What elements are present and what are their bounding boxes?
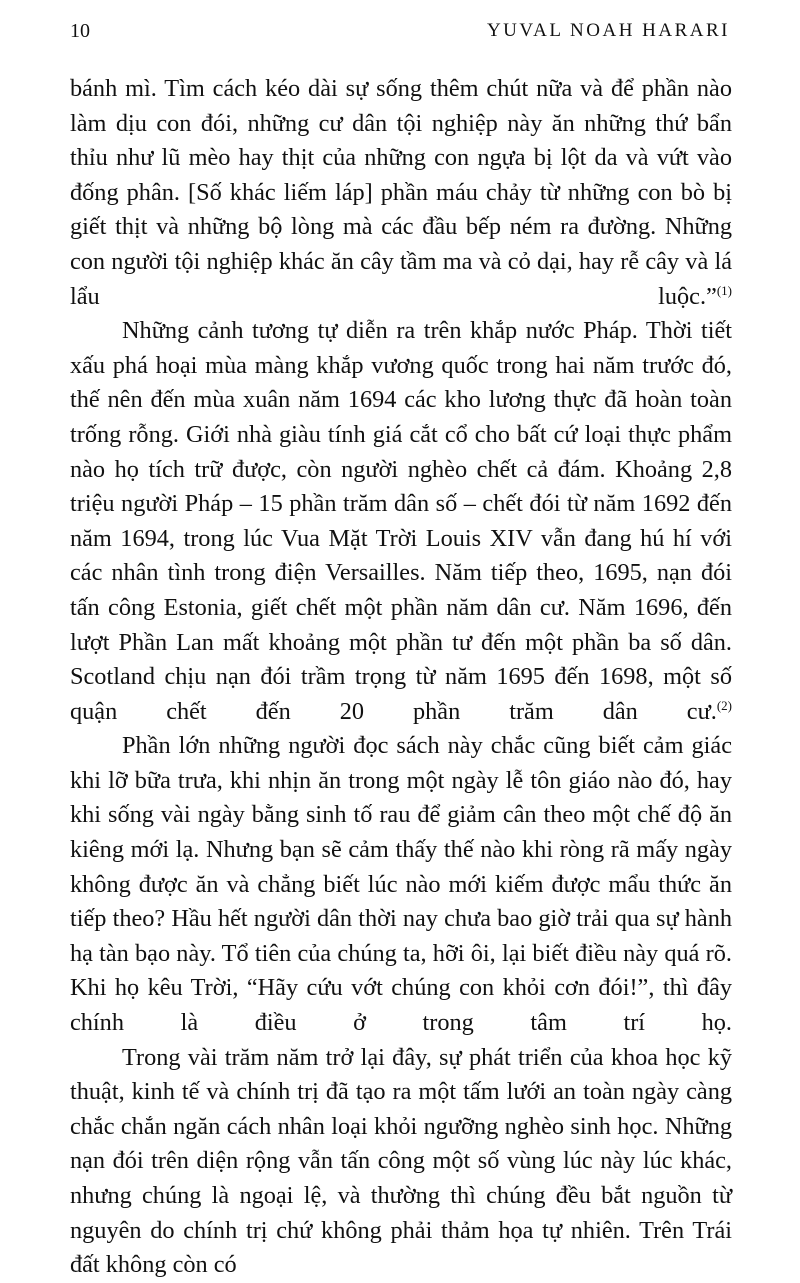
paragraph-text: Những cảnh tương tự diễn ra trên khắp nước Pháp. Thời tiết xấu phá hoại mùa màng khắp vương quốc trong hai năm trước đó, thế nên đến mùa xuân năm 1694 các kho lương thực đã hoàn toàn trống rỗng. Giới nhà giàu tính giá cắt cổ cho bất cứ loại thực phẩm nào họ tích trữ được, còn người nghèo chết cả đám. Khoảng 2,8 triệu người Pháp – 15 phần trăm dân số – chết đói từ năm 1692 đến năm 1694, trong lúc Vua Mặt Trời Louis XIV vẫn đang hú hí với các nhân tình trong điện Versailles. Năm tiếp theo, 1695, nạn đói tấn công Estonia, giết chết một phần năm dân cư. Năm 1696, đến lượt Phần Lan mất khoảng một phần tư đến một phần ba số dân. Scotland chịu nạn đói trầm trọng từ năm 1695 đến 1698, một số quận chết đến 20 phần trăm dân cư. [70, 317, 732, 725]
paragraph-text: Phần lớn những người đọc sách này chắc cũng biết cảm giác khi lỡ bữa trưa, khi nhịn ăn trong một ngày lễ tôn giáo nào đó, hay khi sống vài ngày bằng sinh tố rau để giảm cân theo một chế độ ăn kiêng mới lạ. Nhưng bạn sẽ cảm thấy thế nào khi ròng rã mấy ngày không được ăn và chẳng biết lúc nào mới kiếm được mẩu thức ăn tiếp theo? Hầu hết người dân thời nay chưa bao giờ trải qua sự hành hạ tàn bạo này. Tổ tiên của chúng ta, hỡi ôi, lại biết điều này quá rõ. Khi họ kêu Trời, “Hãy cứu vớt chúng con khỏi cơn đói!”, thì đây chính là điều ở trong tâm trí họ. [70, 732, 732, 1037]
paragraph-text: Trong vài trăm năm trở lại đây, sự phát triển của khoa học kỹ thuật, kinh tế và chính trị đã tạo ra một tấm lưới an toàn ngày càng chắc chắn ngăn cách nhân loại khỏi ngưỡng nghèo sinh học. Những nạn đói trên diện rộng vẫn tấn công một số vùng lúc này lúc khác, nhưng chúng là ngoại lệ, và thường thì chúng đều bắt nguồn từ nguyên do chính trị chứ không phải thảm họa tự nhiên. Trên Trái đất không còn có [70, 1043, 732, 1279]
page-header [70, 20, 730, 50]
footnote-marker: (1) [716, 282, 732, 298]
paragraph-3 [70, 729, 732, 1040]
running-head-author: YUVAL NOAH HARARI [486, 20, 730, 41]
paragraph-text: bánh mì. Tìm cách kéo dài sự sống thêm chút nữa và để phần nào làm dịu con đói, những cư dân tội nghiệp này ăn những thứ bẩn thỉu như lũ mèo hay thịt của những con ngựa bị lột da và vứt vào đống phân. [Số khác liếm láp] phần máu chảy từ những con bò bị giết thịt và những bộ lòng mà các đầu bếp ném ra đường. Những con người tội nghiệp khác ăn cây tầm ma và cỏ dại, hay rễ cây và lá lẩu luộc.” [70, 75, 732, 310]
paragraph-2 [70, 314, 732, 729]
paragraph-4 [70, 1041, 732, 1283]
body-text [70, 72, 732, 1283]
footnote-marker: (2) [716, 697, 732, 713]
page-number: 10 [70, 20, 90, 42]
paragraph-1 [70, 72, 732, 314]
